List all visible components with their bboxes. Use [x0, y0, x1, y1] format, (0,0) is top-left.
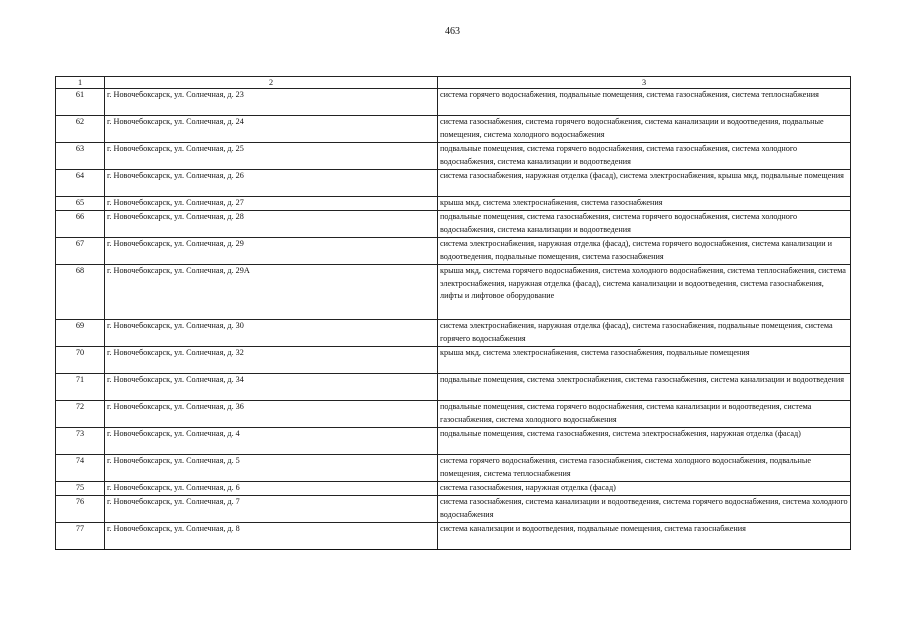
row-address: г. Новочебоксарск, ул. Солнечная, д. 27: [105, 197, 438, 211]
housing-registry-table: [55, 76, 851, 550]
row-number: 70: [56, 347, 105, 374]
row-systems: система электроснабжения, наружная отделка (фасад), система газоснабжения, подвальные помещения, система горячего водоснабжения: [438, 320, 851, 347]
table-row: [56, 496, 851, 523]
row-number: 67: [56, 238, 105, 265]
row-address: г. Новочебоксарск, ул. Солнечная, д. 25: [105, 143, 438, 170]
row-number: 75: [56, 482, 105, 496]
row-systems: подвальные помещения, система электроснабжения, система газоснабжения, система канализации и водоотведения: [438, 374, 851, 401]
table-row: [56, 265, 851, 320]
row-systems: крыша мкд, система электроснабжения, система газоснабжения: [438, 197, 851, 211]
row-systems: система газоснабжения, наружная отделка (фасад), система электроснабжения, крыша мкд, подвальные помещения: [438, 170, 851, 197]
table-row: [56, 170, 851, 197]
row-address: г. Новочебоксарск, ул. Солнечная, д. 26: [105, 170, 438, 197]
column-header-systems: 3: [438, 77, 851, 89]
page-number: 463: [445, 26, 460, 37]
table-row: [56, 320, 851, 347]
row-systems: крыша мкд, система электроснабжения, система газоснабжения, подвальные помещения: [438, 347, 851, 374]
row-number: 61: [56, 89, 105, 116]
table-row: [56, 143, 851, 170]
row-address: г. Новочебоксарск, ул. Солнечная, д. 36: [105, 401, 438, 428]
row-address: г. Новочебоксарск, ул. Солнечная, д. 30: [105, 320, 438, 347]
table-header-row: [56, 77, 851, 89]
row-systems: подвальные помещения, система горячего водоснабжения, система канализации и водоотведения, система газоснабжения, система холодного водоснабжения: [438, 401, 851, 428]
row-address: г. Новочебоксарск, ул. Солнечная, д. 7: [105, 496, 438, 523]
row-number: 73: [56, 428, 105, 455]
row-systems: система горячего водоснабжения, система газоснабжения, система холодного водоснабжения, подвальные помещения, система теплоснабжения: [438, 455, 851, 482]
row-number: 64: [56, 170, 105, 197]
row-systems: система электроснабжения, наружная отделка (фасад), система горячего водоснабжения, система канализации и водоотведения, подвальные помещения, система газоснабжения: [438, 238, 851, 265]
row-number: 74: [56, 455, 105, 482]
row-number: 62: [56, 116, 105, 143]
row-number: 69: [56, 320, 105, 347]
table-row: [56, 116, 851, 143]
table-row: [56, 482, 851, 496]
row-address: г. Новочебоксарск, ул. Солнечная, д. 5: [105, 455, 438, 482]
row-address: г. Новочебоксарск, ул. Солнечная, д. 23: [105, 89, 438, 116]
table-body: [56, 77, 851, 550]
row-number: 71: [56, 374, 105, 401]
row-systems: подвальные помещения, система газоснабжения, система горячего водоснабжения, система холодного водоснабжения, система канализации и водоотведения: [438, 211, 851, 238]
row-address: г. Новочебоксарск, ул. Солнечная, д. 28: [105, 211, 438, 238]
row-systems: система канализации и водоотведения, подвальные помещения, система газоснабжения: [438, 523, 851, 550]
row-systems: подвальные помещения, система газоснабжения, система электроснабжения, наружная отделка (фасад): [438, 428, 851, 455]
row-number: 72: [56, 401, 105, 428]
row-number: 63: [56, 143, 105, 170]
row-number: 66: [56, 211, 105, 238]
row-address: г. Новочебоксарск, ул. Солнечная, д. 29: [105, 238, 438, 265]
row-number: 76: [56, 496, 105, 523]
row-address: г. Новочебоксарск, ул. Солнечная, д. 29А: [105, 265, 438, 320]
row-address: г. Новочебоксарск, ул. Солнечная, д. 32: [105, 347, 438, 374]
row-address: г. Новочебоксарск, ул. Солнечная, д. 24: [105, 116, 438, 143]
table-row: [56, 347, 851, 374]
table-row: [56, 197, 851, 211]
row-address: г. Новочебоксарск, ул. Солнечная, д. 8: [105, 523, 438, 550]
row-systems: система горячего водоснабжения, подвальные помещения, система газоснабжения, система теплоснабжения: [438, 89, 851, 116]
row-number: 68: [56, 265, 105, 320]
table-row: [56, 374, 851, 401]
row-systems: система газоснабжения, система горячего водоснабжения, система канализации и водоотведения, подвальные помещения, система холодного водоснабжения: [438, 116, 851, 143]
table-row: [56, 238, 851, 265]
column-header-address: 2: [105, 77, 438, 89]
table-row: [56, 428, 851, 455]
table-row: [56, 401, 851, 428]
table-row: [56, 89, 851, 116]
row-systems: крыша мкд, система горячего водоснабжения, система холодного водоснабжения, система теплоснабжения, система электроснабжения, наружная отделка (фасад), система канализации и водоотведения, система газоснабжения, лифты и лифтовое оборудование: [438, 265, 851, 320]
row-address: г. Новочебоксарск, ул. Солнечная, д. 4: [105, 428, 438, 455]
row-address: г. Новочебоксарск, ул. Солнечная, д. 34: [105, 374, 438, 401]
row-address: г. Новочебоксарск, ул. Солнечная, д. 6: [105, 482, 438, 496]
row-number: 77: [56, 523, 105, 550]
row-systems: система газоснабжения, наружная отделка (фасад): [438, 482, 851, 496]
row-systems: подвальные помещения, система горячего водоснабжения, система газоснабжения, система холодного водоснабжения, система канализации и водоотведения: [438, 143, 851, 170]
table-row: [56, 455, 851, 482]
table-row: [56, 523, 851, 550]
row-systems: система газоснабжения, система канализации и водоотведения, система горячего водоснабжения, система холодного водоснабжения: [438, 496, 851, 523]
column-header-number: 1: [56, 77, 105, 89]
row-number: 65: [56, 197, 105, 211]
table-row: [56, 211, 851, 238]
